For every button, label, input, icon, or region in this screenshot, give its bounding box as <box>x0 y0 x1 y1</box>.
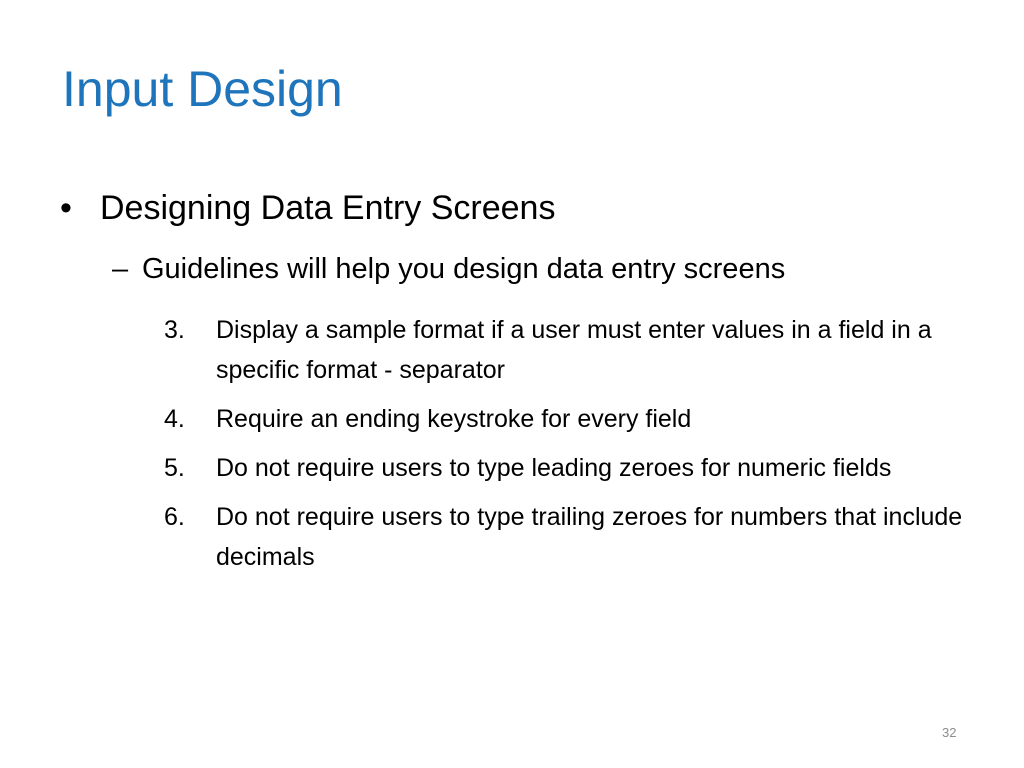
list-item <box>164 448 974 488</box>
sub-bullet-dash-icon: – <box>112 253 129 285</box>
bullet-designing-data-entry-screens <box>60 188 555 229</box>
list-item-number: 6. <box>164 503 185 531</box>
bullet-text: Designing Data Entry Screens <box>100 189 556 227</box>
list-item-text: Display a sample format if a user must enter values in a field in a specific format - separator <box>216 316 932 384</box>
slide-title: Input Design <box>62 61 343 117</box>
bullet-dot-icon: • <box>60 189 72 227</box>
sub-bullet-guidelines <box>112 252 785 287</box>
list-item <box>164 497 974 577</box>
list-item-number: 3. <box>164 316 185 344</box>
list-item-text: Do not require users to type leading zeroes for numeric fields <box>216 454 892 482</box>
sub-bullet-text: Guidelines will help you design data entry screens <box>142 253 786 285</box>
guidelines-list <box>164 310 974 586</box>
list-item-number: 5. <box>164 454 185 482</box>
list-item <box>164 310 974 390</box>
list-item-text: Do not require users to type trailing zeroes for numbers that include decimals <box>216 503 963 571</box>
list-item-text: Require an ending keystroke for every field <box>216 405 692 433</box>
list-item <box>164 399 974 439</box>
list-item-number: 4. <box>164 405 185 433</box>
page-number: 32 <box>942 725 957 740</box>
